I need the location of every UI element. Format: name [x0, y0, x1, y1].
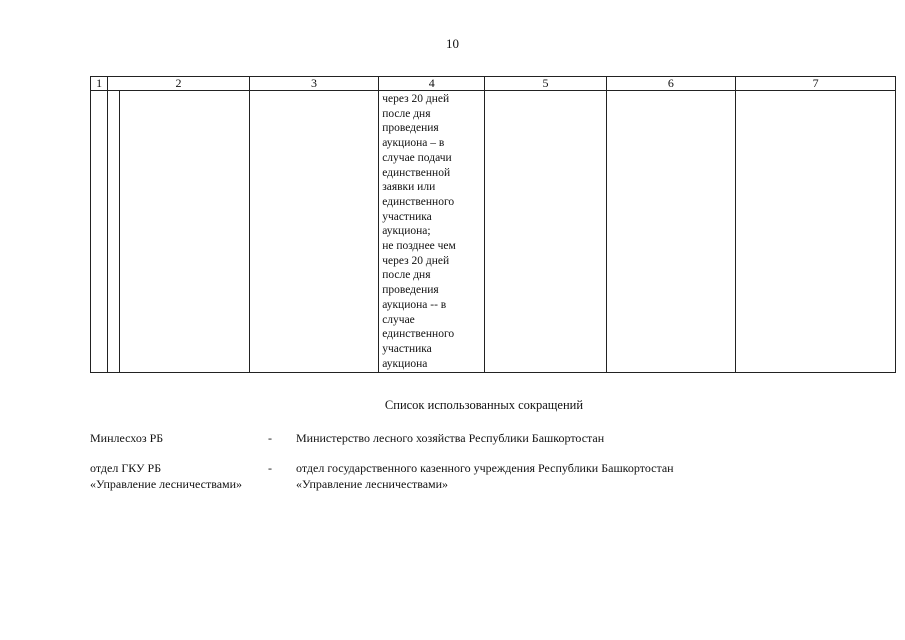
abbreviation-definition: Министерство лесного хозяйства Республики Башкортостан — [296, 431, 605, 445]
column-header-7: 7 — [736, 77, 896, 91]
page-number: 10 — [446, 36, 459, 51]
abbreviation-dash: - — [268, 461, 272, 475]
table-cell-col3 — [249, 91, 378, 373]
column-header-3: 3 — [249, 77, 378, 91]
table-cell-col7 — [736, 91, 896, 373]
table-cell-col1-sub — [108, 91, 120, 373]
column-header-4: 4 — [379, 77, 485, 91]
table-cell-col5 — [485, 91, 606, 373]
abbreviation-term: отдел ГКУ РБ «Управление лесничествами» — [90, 461, 243, 491]
column-header-2: 2 — [108, 77, 250, 91]
table-cell-col4 — [379, 91, 485, 373]
abbreviation-dash: - — [268, 431, 272, 445]
column-header-6: 6 — [606, 77, 735, 91]
table-cell-col1 — [91, 91, 108, 373]
abbreviations-title: Список использованных сокращений — [384, 398, 584, 412]
table-cell-col6 — [606, 91, 735, 373]
abbreviation-term: Минлесхоз РБ — [90, 431, 164, 445]
column-header-1: 1 — [91, 77, 108, 91]
main-table — [90, 76, 896, 373]
table-header-row — [91, 77, 896, 91]
column-header-5: 5 — [485, 77, 606, 91]
table-cell-col2 — [120, 91, 249, 373]
table-row — [91, 91, 896, 373]
deadline-text: через 20 дней после дня проведения аукциона – в случае подачи единственной заявки или единственного участника аукциона; не позднее чем через 20 дней после дня проведения аукциона -- в случае единственного участника аукциона — [382, 93, 456, 370]
abbreviation-definition: отдел государственного казенного учреждения Республики Башкортостан «Управление лесничествами» — [296, 461, 674, 491]
